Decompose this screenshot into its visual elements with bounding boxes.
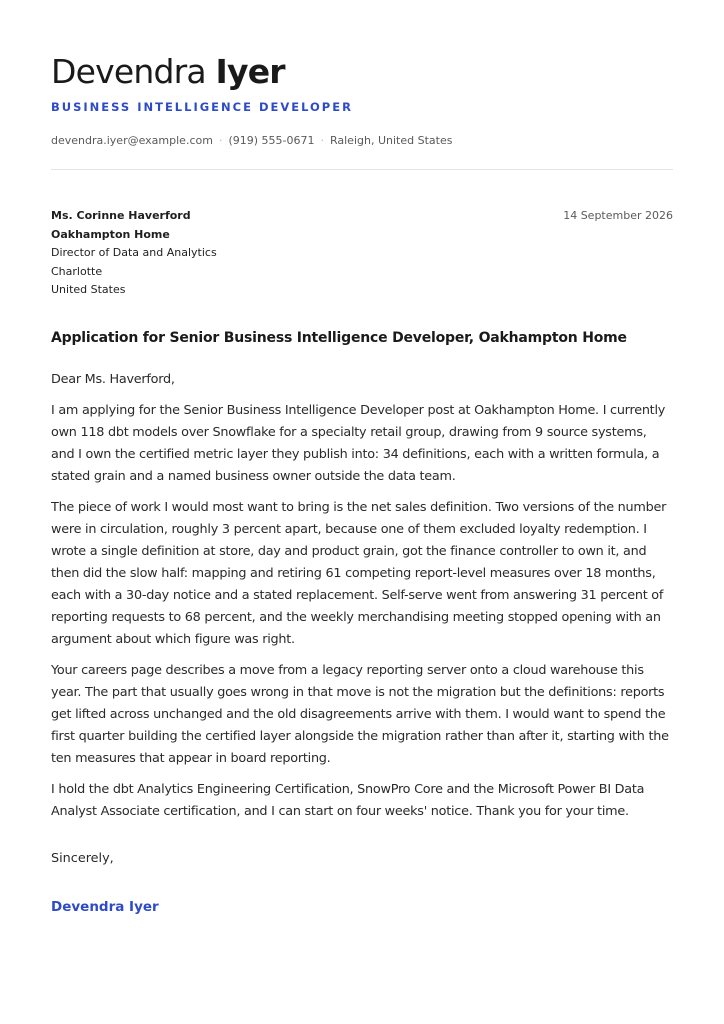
recipient-title: Director of Data and Analytics [51,246,217,259]
contact-location: Raleigh, United States [329,134,453,147]
contact-separator: · [320,134,324,147]
recipient-city: Charlotte [51,264,103,278]
body-paragraph: I hold the dbt Analytics Engineering Certification, SnowPro Core and the Microsoft Power BI Data Analyst Associate certification, and I can start on four weeks' notice. Thank you for your time. [51,782,645,819]
letter-subject: Application for Senior Business Intelligence Developer, Oakhampton Home [51,330,627,346]
recipient-country: United States [51,283,126,296]
contact-line [51,134,452,147]
letter-body [51,369,673,832]
applicant-name [51,50,285,94]
contact-separator: · [218,134,223,147]
applicant-last-name: Iyer [215,52,285,91]
contact-phone: (919) 555-0671 [228,134,315,147]
body-paragraph: Your careers page describes a move from a legacy reporting server onto a cloud warehouse this year. The part that usually goes wrong in that move is not the migration but the definitions: reports get lifted across unchanged and the old disagreements arrive with them. I would want to spend the first quarter building the certified layer alongside the migration rather than after it, starting with the ten measures that appear in board reporting. [51,663,669,766]
applicant-role: BUSINESS INTELLIGENCE DEVELOPER [51,100,353,114]
recipient-name: Ms. Corinne Haverford [51,209,191,222]
salutation: Dear Ms. Haverford, [51,372,175,387]
recipient-block [51,207,217,300]
letter-date: 14 September 2026 [563,209,673,222]
body-paragraph: The piece of work I would most want to bring is the net sales definition. Two versions of the number were in circulation, roughly 3 percent apart, because one of them excluded loyalty redemption. I wrote a single definition at store, day and product grain, got the finance controller to own it, and then did the slow half: mapping and retiring 61 competing report-level measures over 18 months, each with a 30-day notice and a stated replacement. Self-serve went from answering 31 percent of reporting requests to 68 percent, and the weekly merchandising meeting stopped opening with an argument about which figure was right. [51,500,667,647]
header-divider [51,169,673,170]
applicant-first-name: Devendra [51,52,206,91]
body-paragraph: I am applying for the Senior Business Intelligence Developer post at Oakhampton Home. I currently own 118 dbt models over Snowflake for a specialty retail group, drawing from 9 source systems, and I own the certified metric layer they publish into: 34 definitions, each with a written formula, a stated grain and a named business owner outside the data team. [51,403,666,484]
contact-email: devendra.iyer@example.com [51,134,213,147]
closing: Sincerely, [51,851,114,866]
recipient-company: Oakhampton Home [51,227,170,241]
signature: Devendra Iyer [51,899,159,915]
